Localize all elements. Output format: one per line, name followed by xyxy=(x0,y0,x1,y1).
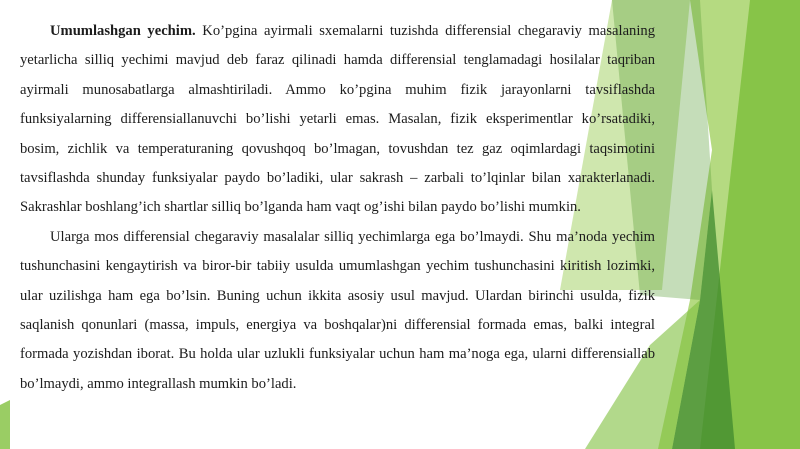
paragraph-2-body: Ularga mos differensial chegaraviy masalalar silliq yechimlarga ega bo’lmaydi. Shu ma’noda yechim tushunchasini kengaytirish va biror-bir tabiiy usulda umumlashgan yechim tushunchasini kiritish lozimki, ular uzilishga ham ega bo’lsin. Buning uchun ikkita asosiy usul mavjud. Ulardan birinchi usulda, fizik saqlanish qonunlari (massa, impuls, energiya va boshqalar)ni differensial formada emas, balki integral formada yozishdan iborat. Bu holda ular uzlukli funksiyalar uchun ham ma’noga ega, ularni differensiallab bo’lmaydi, ammo integrallash mumkin bo’ladi. xyxy=(20,228,655,392)
paragraph-2 xyxy=(20,223,655,399)
paragraph-1 xyxy=(20,17,655,223)
paragraph-1-body: Ko’pgina ayirmali sxemalarni tuzishda differensial chegaraviy masalaning yetarlicha silliq yechimi mavjud deb faraz qilinadi hamda differensial tenglamadagi hosilalar taqriban ayirmali munosabatlarga almashtiriladi. Ammo ko’pgina muhim fizik jarayonlarni tavsiflashda funksiyalarning differensiallanuvchi bo’lishi yetarli emas. Masalan, fizik eksperimentlar ko’rsatadiki, bosim, zichlik va temperaturaning qovushqoq bo’lmagan, tovushdan tez gaz oqimlardagi taqsimotini tavsiflashda shunday funksiyalar paydo bo’ladiki, ular sakrash – zarbali to’lqinlar bilan xarakterlanadi. Sakrashlar boshlang’ich shartlar silliq bo’lganda ham vaqt og’ishi bilan paydo bo’lishi mumkin. xyxy=(20,23,655,216)
slide-text xyxy=(20,17,655,399)
section-heading: Umumlashgan yechim. xyxy=(50,23,196,39)
green-sliver-left xyxy=(0,400,10,449)
